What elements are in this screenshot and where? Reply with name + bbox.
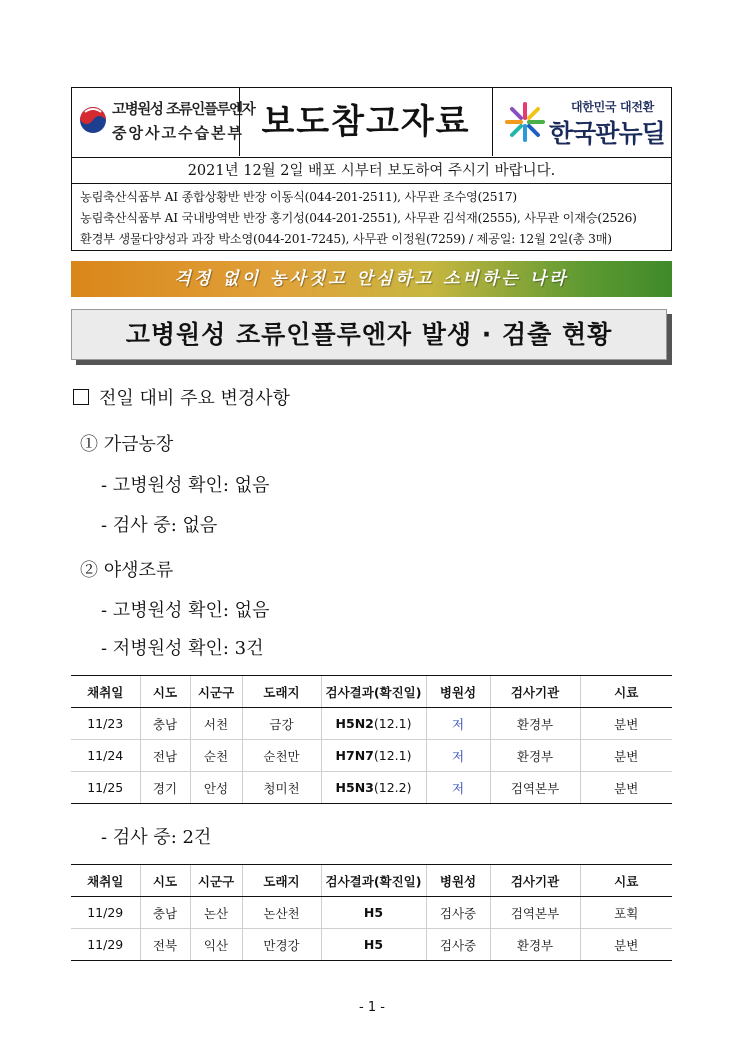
contact-line: 환경부 생물다양성과 과장 박소영(044-201-7245), 사무관 이정원(7259) / 제공일: 12월 2일(총 3매) [80,232,612,246]
cell-sample: 포획 [580,897,672,929]
cell-sido: 경기 [140,772,190,804]
contact-list [80,187,665,250]
org-block [72,88,255,156]
cell-lab: 검역본부 [490,772,580,804]
org-name-line1: 고병원성 조류인플루엔자 [112,102,255,118]
cell-lab: 환경부 [490,708,580,740]
cell-sigungu: 익산 [190,929,242,961]
slogan-banner: 걱정 없이 농사짓고 안심하고 소비하는 나라 [71,261,672,297]
col-header: 도래지 [242,865,321,897]
cell-date: 11/23 [71,708,140,740]
table-row [71,772,672,804]
under-test-table [71,864,672,961]
col-header: 시료 [580,865,672,897]
cell-sido: 전북 [140,929,190,961]
col-header: 시료 [580,676,672,708]
col-header: 병원성 [426,676,490,708]
cell-pathogenicity: 검사중 [426,929,490,961]
cell-site: 순천만 [242,740,321,772]
release-notice: 2021년 12월 2일 배포 시부터 보도하여 주시기 바랍니다. [72,158,671,184]
cell-sample: 분변 [580,929,672,961]
press-header [71,87,672,251]
cell-date: 11/24 [71,740,140,772]
result-subtype: H5N3 [335,780,374,795]
col-header: 채취일 [71,865,140,897]
subsection-title-wild-birds: ② 야생조류 [80,560,174,581]
table-row [71,929,672,961]
table-header-row [71,676,672,708]
cell-pathogenicity: 저 [426,772,490,804]
col-header: 시군구 [190,676,242,708]
cell-date: 11/29 [71,929,140,961]
result-subtype: H5N2 [335,716,374,731]
cell-result [321,929,426,961]
under-test-item: - 검사 중: 2건 [101,827,212,848]
col-header: 도래지 [242,676,321,708]
cell-result [321,897,426,929]
cell-lab: 환경부 [490,929,580,961]
cell-sido: 전남 [140,740,190,772]
table-row [71,708,672,740]
poultry-item: - 고병원성 확인: 없음 [101,475,270,496]
cell-result [321,740,426,772]
table-header-row [71,865,672,897]
contact-line: 농림축산식품부 AI 국내방역반 반장 홍기성(044-201-2551), 사무관 김석재(2555), 사무관 이재승(2526) [80,211,637,225]
new-deal-name: 한국판뉴딜 [549,119,665,148]
table-row [71,740,672,772]
col-header: 병원성 [426,865,490,897]
cell-sigungu: 논산 [190,897,242,929]
cell-result [321,772,426,804]
col-header: 시도 [140,676,190,708]
checkbox-square-icon [73,389,89,405]
result-subtype: H5 [363,937,384,952]
col-header: 검사기관 [490,676,580,708]
col-header: 채취일 [71,676,140,708]
result-subtype: H7N7 [335,748,374,763]
cell-sample: 분변 [580,708,672,740]
contact-line: 농림축산식품부 AI 종합상황반 반장 이동식(044-201-2511), 사무관 조수영(2517) [80,190,517,204]
cell-lab: 환경부 [490,740,580,772]
col-header: 시도 [140,865,190,897]
cell-sigungu: 안성 [190,772,242,804]
page-number: - 1 - [359,1000,385,1015]
cell-result [321,708,426,740]
cell-site: 논산천 [242,897,321,929]
cell-pathogenicity: 저 [426,708,490,740]
cell-pathogenicity: 검사중 [426,897,490,929]
government-emblem-icon [78,98,108,142]
cell-sample: 분변 [580,740,672,772]
cell-site: 만경강 [242,929,321,961]
result-subtype: H5 [363,905,384,920]
poultry-item: - 검사 중: 없음 [101,515,218,536]
cell-date: 11/25 [71,772,140,804]
org-name-line2: 중앙사고수습본부 [112,124,244,142]
document-type-title: 보도참고자료 [240,88,493,156]
wild-bird-item: - 고병원성 확인: 없음 [101,600,270,621]
wild-bird-item: - 저병원성 확인: 3건 [101,638,264,659]
col-header: 검사결과(확진일) [321,865,426,897]
confirm-date: (12.2) [373,780,412,795]
new-deal-burst-icon [503,100,547,144]
korean-new-deal-logo [493,88,671,156]
cell-site: 금강 [242,708,321,740]
table-row [71,897,672,929]
main-title: 고병원성 조류인플루엔자 발생 · 검출 현황 [71,309,667,360]
col-header: 검사기관 [490,865,580,897]
confirm-date: (12.1) [373,748,412,763]
section-heading [73,384,290,410]
header-top-row [72,88,671,158]
col-header: 시군구 [190,865,242,897]
section-heading-text: 전일 대비 주요 변경사항 [99,388,291,409]
cell-pathogenicity: 저 [426,740,490,772]
low-pathogenic-table [71,675,672,804]
cell-sigungu: 순천 [190,740,242,772]
cell-date: 11/29 [71,897,140,929]
cell-sample: 분변 [580,772,672,804]
cell-sigungu: 서천 [190,708,242,740]
subsection-title-poultry: ① 가금농장 [80,434,174,455]
cell-sido: 충남 [140,708,190,740]
confirm-date: (12.1) [373,716,412,731]
cell-sido: 충남 [140,897,190,929]
new-deal-tagline: 대한민국 대전환 [571,100,654,114]
col-header: 검사결과(확진일) [321,676,426,708]
cell-site: 청미천 [242,772,321,804]
cell-lab: 검역본부 [490,897,580,929]
